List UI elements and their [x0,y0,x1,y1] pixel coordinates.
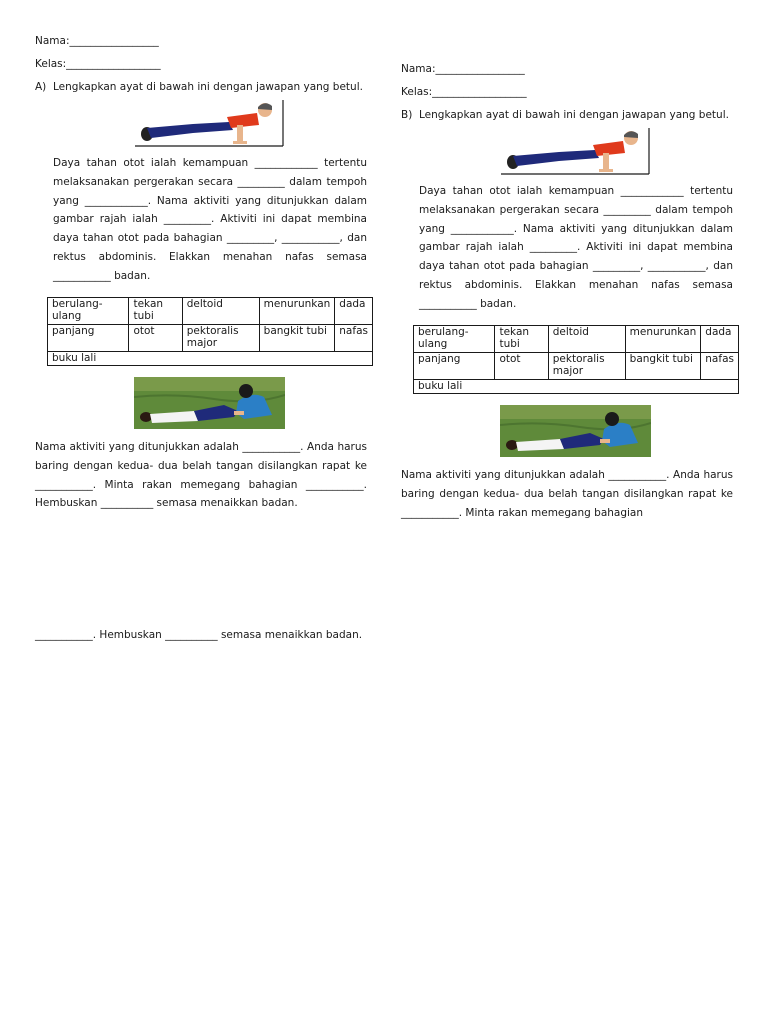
sit-up-image [500,405,651,457]
table-cell: dada [701,325,739,352]
instruction-text: Lengkapkan ayat di bawah ini dengan jawapan yang betul. [53,81,363,93]
table-cell: dada [335,297,373,324]
table-cell: pektoralis major [548,352,625,379]
table-cell: panjang [414,352,495,379]
instruction [401,108,733,122]
paragraph-muscular-endurance: Daya tahan otot ialah kemampuan ____________ tertentu melaksanakan pergerakan secara _________ dalam tempoh yang ____________. Nama aktiviti yang ditunjukkan dalam gambar rajah ialah _________. Aktiviti ini dapat membina daya tahan otot pada bahagian _________, ___________, dan rektus abdominis. Elakkan menahan nafas semasa ___________ badan. [53,157,367,282]
table-cell: nafas [701,352,739,379]
nama-field: Nama:_________________ [35,35,159,47]
table-cell: bangkit tubi [259,324,335,351]
nama-field: Nama:_________________ [401,63,525,75]
table-cell: nafas [335,324,373,351]
paragraph-muscular-endurance: Daya tahan otot ialah kemampuan ____________ tertentu melaksanakan pergerakan secara _________ dalam tempoh yang ____________. Nama aktiviti yang ditunjukkan dalam gambar rajah ialah _________. Aktiviti ini dapat membina daya tahan otot pada bahagian _________, ___________, dan rektus abdominis. Elakkan menahan nafas semasa ___________ badan. [419,185,733,310]
push-up-image [499,128,651,176]
worksheet-a [35,34,367,513]
table-cell: deltoid [548,325,625,352]
worksheet-b [401,62,733,522]
table-cell: berulang-ulang [414,325,495,352]
paragraph-sit-up: Nama aktiviti yang ditunjukkan adalah ___________. Anda harus baring dengan kedua- dua belah tangan disilangkan rapat ke ___________. Minta rakan memegang bahagian ___________. Hembuskan __________ semasa menaikkan badan. [35,441,367,510]
table-cell: bangkit tubi [625,352,701,379]
kelas-field: Kelas:__________________ [401,86,527,98]
table-cell: panjang [48,324,129,351]
table-cell: tekan tubi [495,325,548,352]
table-cell: otot [495,352,548,379]
paragraph-continuation: ___________. Hembuskan __________ semasa menaikkan badan. [35,629,363,641]
table-cell: otot [129,324,182,351]
table-cell: menurunkan [259,297,335,324]
push-up-image [133,100,285,148]
question-letter: A) [35,81,47,93]
sit-up-image [134,377,285,429]
table-cell: buku lali [48,351,373,366]
table-cell: berulang-ulang [48,297,129,324]
question-letter: B) [401,109,413,121]
answer-options-table [413,325,739,395]
table-cell: tekan tubi [129,297,182,324]
table-cell: deltoid [182,297,259,324]
answer-options-table [47,297,373,367]
paragraph-sit-up: Nama aktiviti yang ditunjukkan adalah ___________. Anda harus baring dengan kedua- dua belah tangan disilangkan rapat ke ___________. Minta rakan memegang bahagian [401,469,733,519]
instruction [35,80,367,94]
table-cell: buku lali [414,379,739,394]
table-cell: pektoralis major [182,324,259,351]
kelas-field: Kelas:__________________ [35,58,161,70]
table-cell: menurunkan [625,325,701,352]
instruction-text: Lengkapkan ayat di bawah ini dengan jawapan yang betul. [419,109,729,121]
